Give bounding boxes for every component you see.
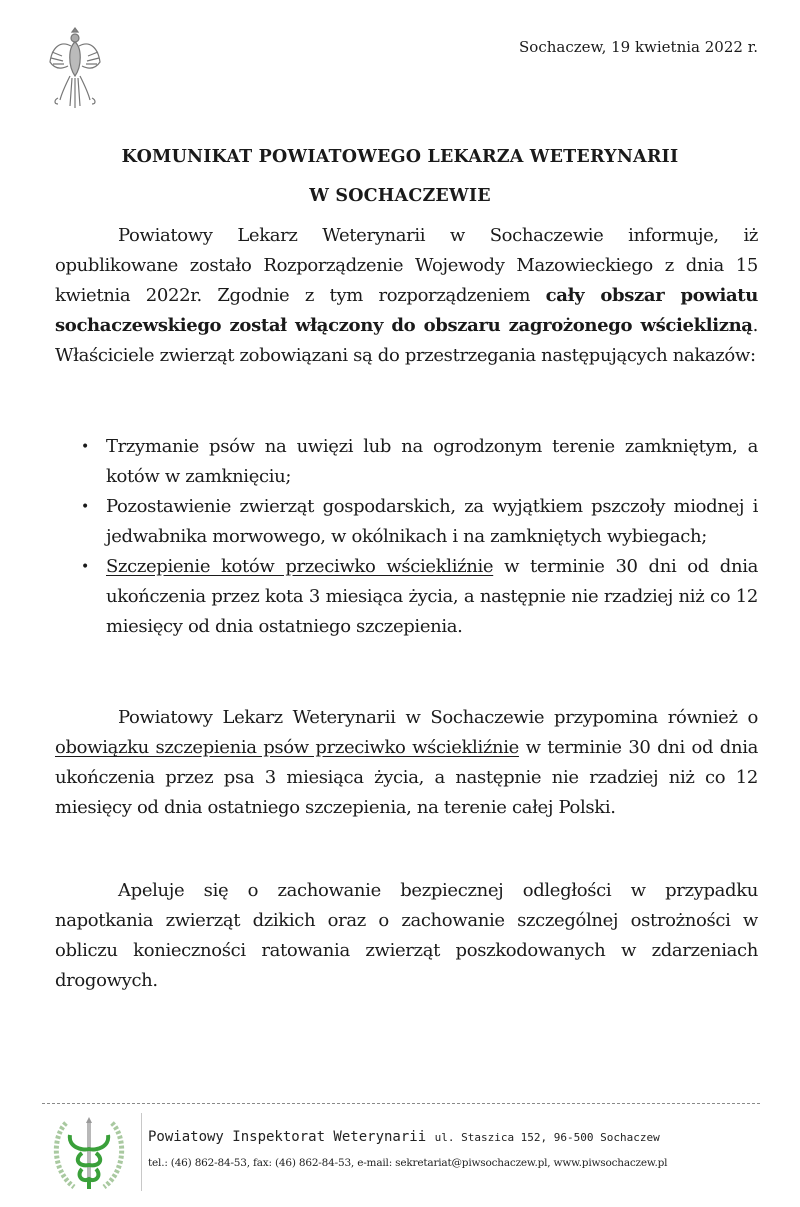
footer-vertical-divider [141,1113,142,1191]
list-item [55,492,758,552]
bullet-icon: • [81,559,89,575]
intro-text-end: . Właściciele zwierząt zobowiązani są do przestrzegania następujących nakazów: [55,315,758,366]
list-item-text: Trzymanie psów na uwięzi lub na ogrodzonym terenie zamkniętym, a kotów w zamknięciu; [106,436,758,487]
footer-organization [148,1129,660,1145]
reminder-text: Powiatowy Lekarz Weterynarii w Sochaczewie przypomina również o [118,707,758,728]
list-item [55,552,758,642]
veterinary-inspection-logo-icon [48,1113,130,1195]
organization-name: Powiatowy Inspektorat Weterynarii [148,1129,427,1145]
bullet-icon: • [81,499,89,515]
footer-contact-info: tel.: (46) 862-84-53, fax: (46) 862-84-53, e-mail: sekretariat@piwsochaczew.pl, www.piwsochaczew.pl [148,1157,668,1169]
organization-address: ul. Staszica 152, 96-500 Sochaczew [434,1131,660,1144]
reminder-text-end: w terminie 30 dni od dnia ukończenia przez psa 3 miesiąca życia, a następnie nie rzadziej niż co 12 miesięcy od dnia ostatniego szczepienia, na terenie całej Polski. [55,737,759,818]
list-item-underlined: Szczepienie kotów przeciwko wściekliźnie [106,556,494,577]
list-item [55,432,758,492]
reminder-underlined-text: obowiązku szczepienia psów przeciwko wściekliźnie [55,737,519,758]
intro-bold-text: cały obszar powiatu sochaczewskiego został włączony do obszaru zagrożonego wścieklizną [55,285,758,336]
orders-list [55,432,758,642]
appeal-paragraph: Apeluje się o zachowanie bezpiecznej odległości w przypadku napotkania zwierząt dzikich oraz o zachowanie szczególnej ostrożności w obliczu konieczności ratowania zwierząt poszkodowanych w zdarzeniach drogowych. [55,880,758,991]
document-title: KOMUNIKAT POWIATOWEGO LEKARZA WETERYNARII [121,147,679,167]
list-item-text: w terminie 30 dni od dnia ukończenia przez kota 3 miesiąca życia, a następnie nie rzadziej niż co 12 miesięcy od dnia ostatniego szczepienia. [106,556,758,637]
bullet-icon: • [81,439,89,455]
intro-paragraph [55,221,758,371]
document-date: Sochaczew, 19 kwietnia 2022 r. [519,38,758,56]
polish-eagle-emblem-icon [48,22,102,112]
reminder-paragraph [55,703,758,823]
list-item-text: Pozostawienie zwierząt gospodarskich, za wyjątkiem pszczoły miodnej i jedwabnika morwowego, w okólnikach i na zamkniętych wybiegach; [106,496,758,547]
document-subtitle: W SOCHACZEWIE [309,186,491,206]
intro-text: Powiatowy Lekarz Weterynarii w Sochaczewie informuje, iż opublikowane zostało Rozporządzenie Wojewody Mazowieckiego z dnia 15 kwietnia 2022r. Zgodnie z tym rozporządzeniem [55,225,758,306]
footer-divider-line [42,1103,760,1104]
